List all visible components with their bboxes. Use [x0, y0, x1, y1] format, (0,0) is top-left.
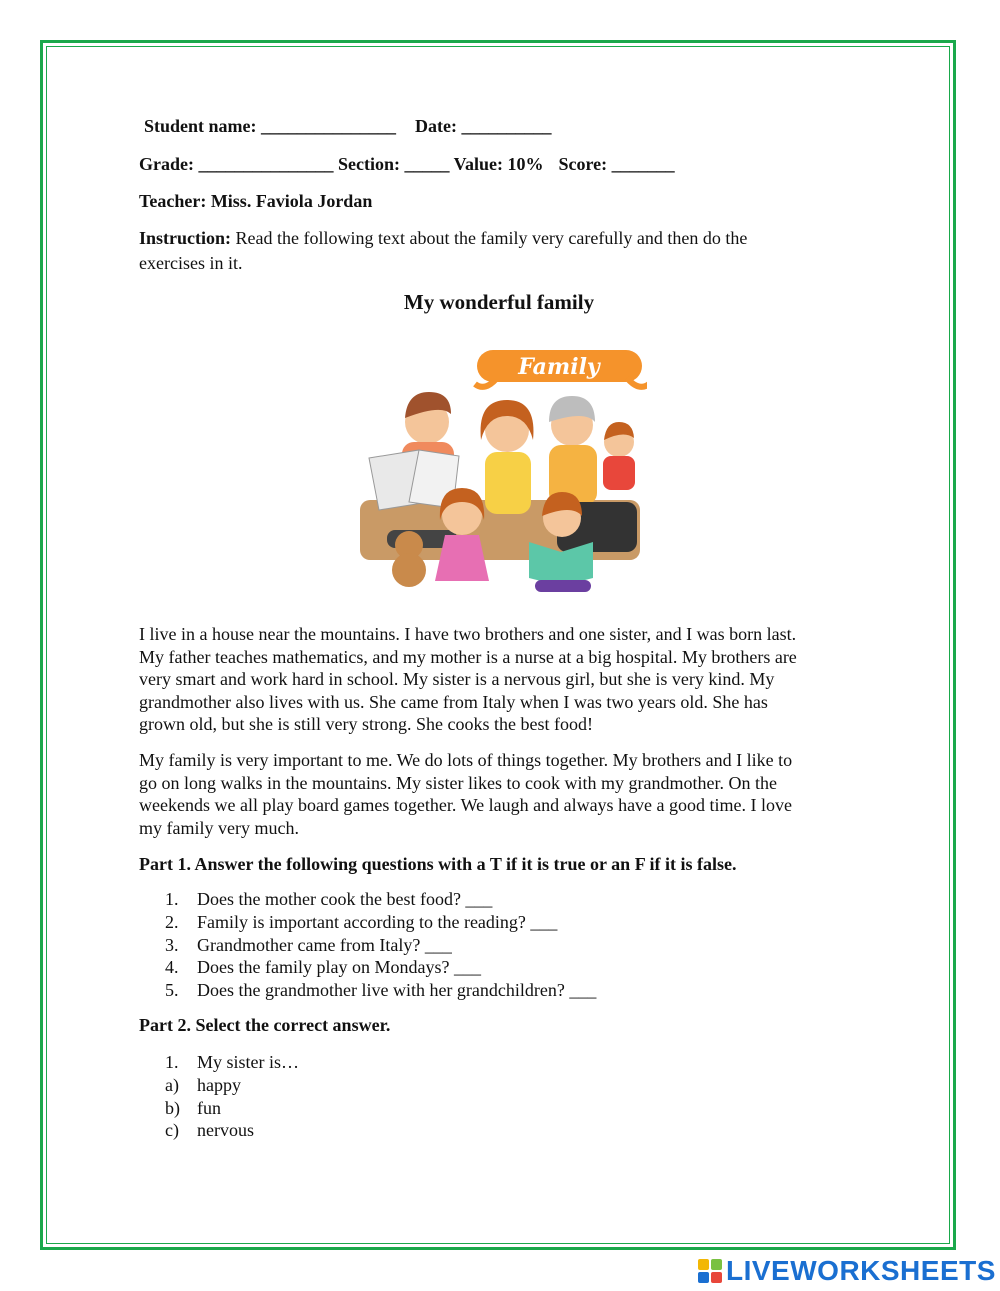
instruction-label: Instruction:	[139, 228, 232, 248]
grade-label: Grade:	[139, 154, 194, 174]
paragraph-1-line: I live in a house near the mountains. I have two brothers and one sister, and I was born last.	[139, 624, 797, 644]
option-letter: b)	[165, 1097, 180, 1118]
option-letter: a)	[165, 1074, 179, 1095]
answer-option[interactable]	[165, 1074, 299, 1097]
paragraph-1-line: grandmother also lives with us. She came from Italy when I was two years old. She has	[139, 691, 768, 712]
paragraph-2	[139, 749, 861, 839]
item-text: Grandmother came from Italy? ___	[197, 934, 452, 955]
item-text: Does the mother cook the best food? ___	[197, 889, 493, 909]
grade-blank[interactable]: _______________	[198, 154, 334, 174]
item-text: My sister is…	[197, 1052, 300, 1072]
option-text: nervous	[197, 1120, 254, 1141]
student-name-blank[interactable]: _______________	[261, 116, 397, 136]
part2-list	[165, 1051, 299, 1142]
option-text: happy	[197, 1074, 241, 1095]
date-label: Date:	[415, 116, 457, 136]
paragraph-2-line: go on long walks in the mountains. My sister likes to cook with my grandmother. On the	[139, 772, 777, 793]
item-number: 2.	[165, 911, 179, 932]
score-label: Score:	[558, 154, 608, 174]
paragraph-1-line: My father teaches mathematics, and my mother is a nurse at a big hospital. My brothers are	[139, 646, 797, 667]
item-number: 3.	[165, 934, 179, 955]
item-number: 5.	[165, 980, 179, 1001]
list-item[interactable]	[165, 888, 596, 911]
teacher-line: Teacher: Miss. Faviola Jordan	[139, 191, 373, 211]
answer-option[interactable]	[165, 1119, 299, 1142]
item-text: Does the family play on Mondays? ___	[197, 957, 481, 978]
baby-figure	[603, 422, 635, 490]
paragraph-2-line: my family very much.	[139, 817, 299, 838]
logo-text: LIVEWORKSHEETS	[726, 1255, 996, 1286]
part1-list	[165, 888, 596, 1002]
list-item[interactable]	[165, 911, 596, 934]
grade-line	[139, 154, 675, 175]
list-item[interactable]	[165, 934, 596, 957]
liveworksheets-logo	[698, 1256, 996, 1286]
instruction-text: Read the following text about the family very carefully and then do the	[231, 228, 748, 248]
value-label: Value: 10%	[453, 154, 544, 174]
family-banner	[475, 350, 647, 387]
item-number: 4.	[165, 957, 179, 978]
date-blank[interactable]: __________	[461, 116, 552, 136]
option-text: fun	[197, 1097, 221, 1118]
paragraph-1	[139, 623, 861, 736]
story-title: My wonderful family	[403, 290, 595, 314]
item-text: Does the grandmother live with her grandchildren? ___	[197, 980, 597, 1001]
paragraph-1-line: very smart and work hard in school. My sister is a nervous girl, but she is very kind. My	[139, 669, 775, 689]
student-name-label: Student name:	[144, 116, 257, 136]
item-number: 1.	[165, 889, 179, 909]
student-name-line	[144, 116, 552, 137]
list-item[interactable]	[165, 956, 596, 979]
item-number: 1.	[165, 1052, 179, 1072]
logo-blocks-icon	[698, 1259, 722, 1283]
banner-text: Family	[518, 354, 600, 380]
paragraph-1-line: grown old, but she is still very strong. She cooks the best food!	[139, 714, 593, 734]
section-label: Section:	[337, 154, 400, 174]
paragraph-2-line: weekends we all play board games together. We laugh and always have a good time. I love	[139, 795, 793, 815]
list-item	[165, 1051, 299, 1074]
option-letter: c)	[165, 1120, 179, 1141]
mother-figure	[481, 400, 534, 514]
paragraph-2-line: My family is very important to me. We do lots of things together. My brothers and I like to	[139, 750, 793, 770]
list-item[interactable]	[165, 979, 596, 1002]
family-illustration	[357, 330, 647, 605]
item-text: Family is important according to the reading? ___	[197, 911, 558, 932]
instruction-line-1	[139, 228, 747, 249]
part2-heading: Part 2. Select the correct answer.	[139, 1015, 391, 1035]
section-blank[interactable]: _____	[404, 154, 450, 174]
part1-heading: Part 1. Answer the following questions with a T if it is true or an F if it is false.	[139, 854, 737, 874]
answer-option[interactable]	[165, 1097, 299, 1120]
score-blank[interactable]: _______	[611, 154, 675, 174]
instruction-line-2: exercises in it.	[139, 253, 243, 273]
